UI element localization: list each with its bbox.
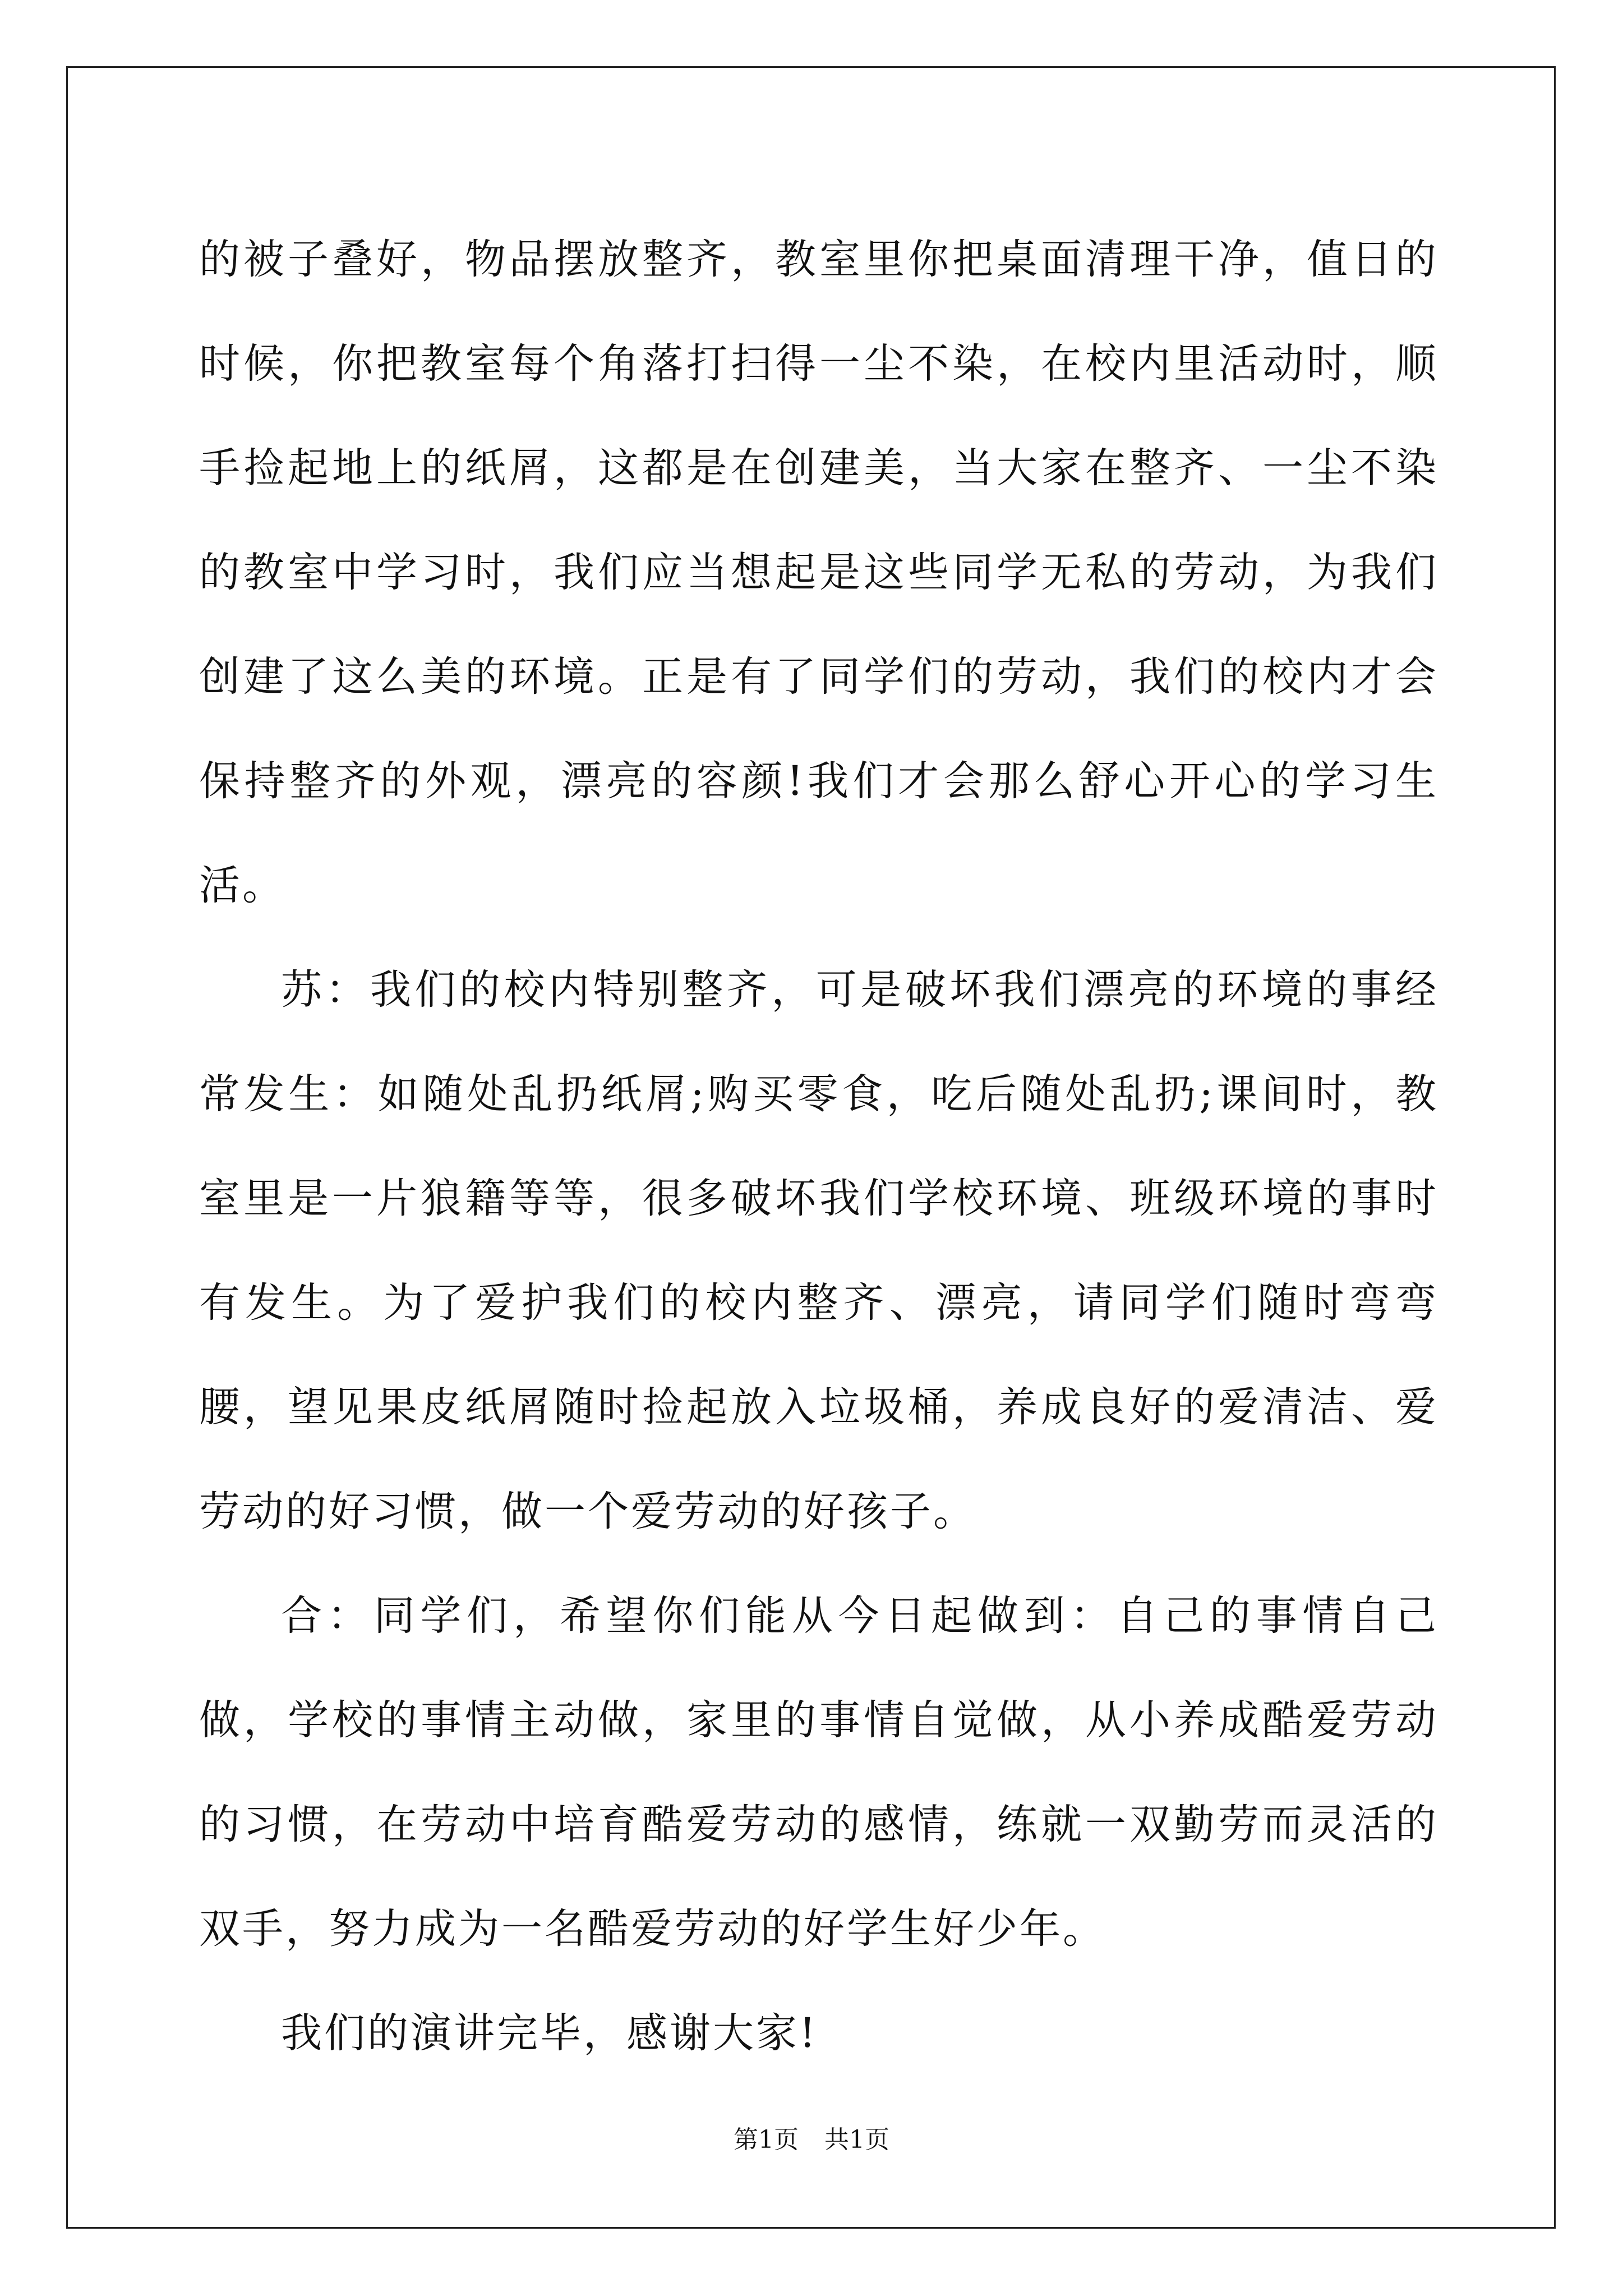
page-footer bbox=[0, 2123, 1623, 2157]
paragraph-3: 合：同学们，希望你们能从今日起做到：自己的事情自己做，学校的事情主动做，家里的事情自觉做，从小养成酷爱劳动的习惯，在劳动中培育酷爱劳动的感情，练就一双勤劳而灵活的双手，努力成为一名酷爱劳动的好学生好少年。 bbox=[199, 1592, 1438, 1953]
page-total: 共1页 bbox=[824, 2125, 889, 2154]
document-body bbox=[199, 208, 1438, 2086]
page-number: 第1页 bbox=[734, 2125, 799, 2154]
paragraph-2: 苏：我们的校内特别整齐，可是破坏我们漂亮的环境的事经常发生：如随处乱扔纸屑;购买零食，吃后随处乱扔;课间时，教室里是一片狼籍等等，很多破坏我们学校环境、班级环境的事时有发生。为了爱护我们的校内整齐、漂亮，请同学们随时弯弯腰，望见果皮纸屑随时捡起放入垃圾桶，养成良好的爱清洁、爱劳动的好习惯，做一个爱劳动的好孩子。 bbox=[199, 966, 1438, 1535]
paragraph-1: 的被子叠好，物品摆放整齐，教室里你把桌面清理干净，值日的时候，你把教室每个角落打扫得一尘不染，在校内里活动时，顺手捡起地上的纸屑，这都是在创建美，当大家在整齐、一尘不染的教室中学习时，我们应当想起是这些同学无私的劳动，为我们创建了这么美的环境。正是有了同学们的劳动，我们的校内才会保持整齐的外观，漂亮的容颜!我们才会那么舒心开心的学习生活。 bbox=[199, 236, 1438, 909]
paragraph-4: 我们的演讲完毕，感谢大家! bbox=[281, 2009, 818, 2057]
